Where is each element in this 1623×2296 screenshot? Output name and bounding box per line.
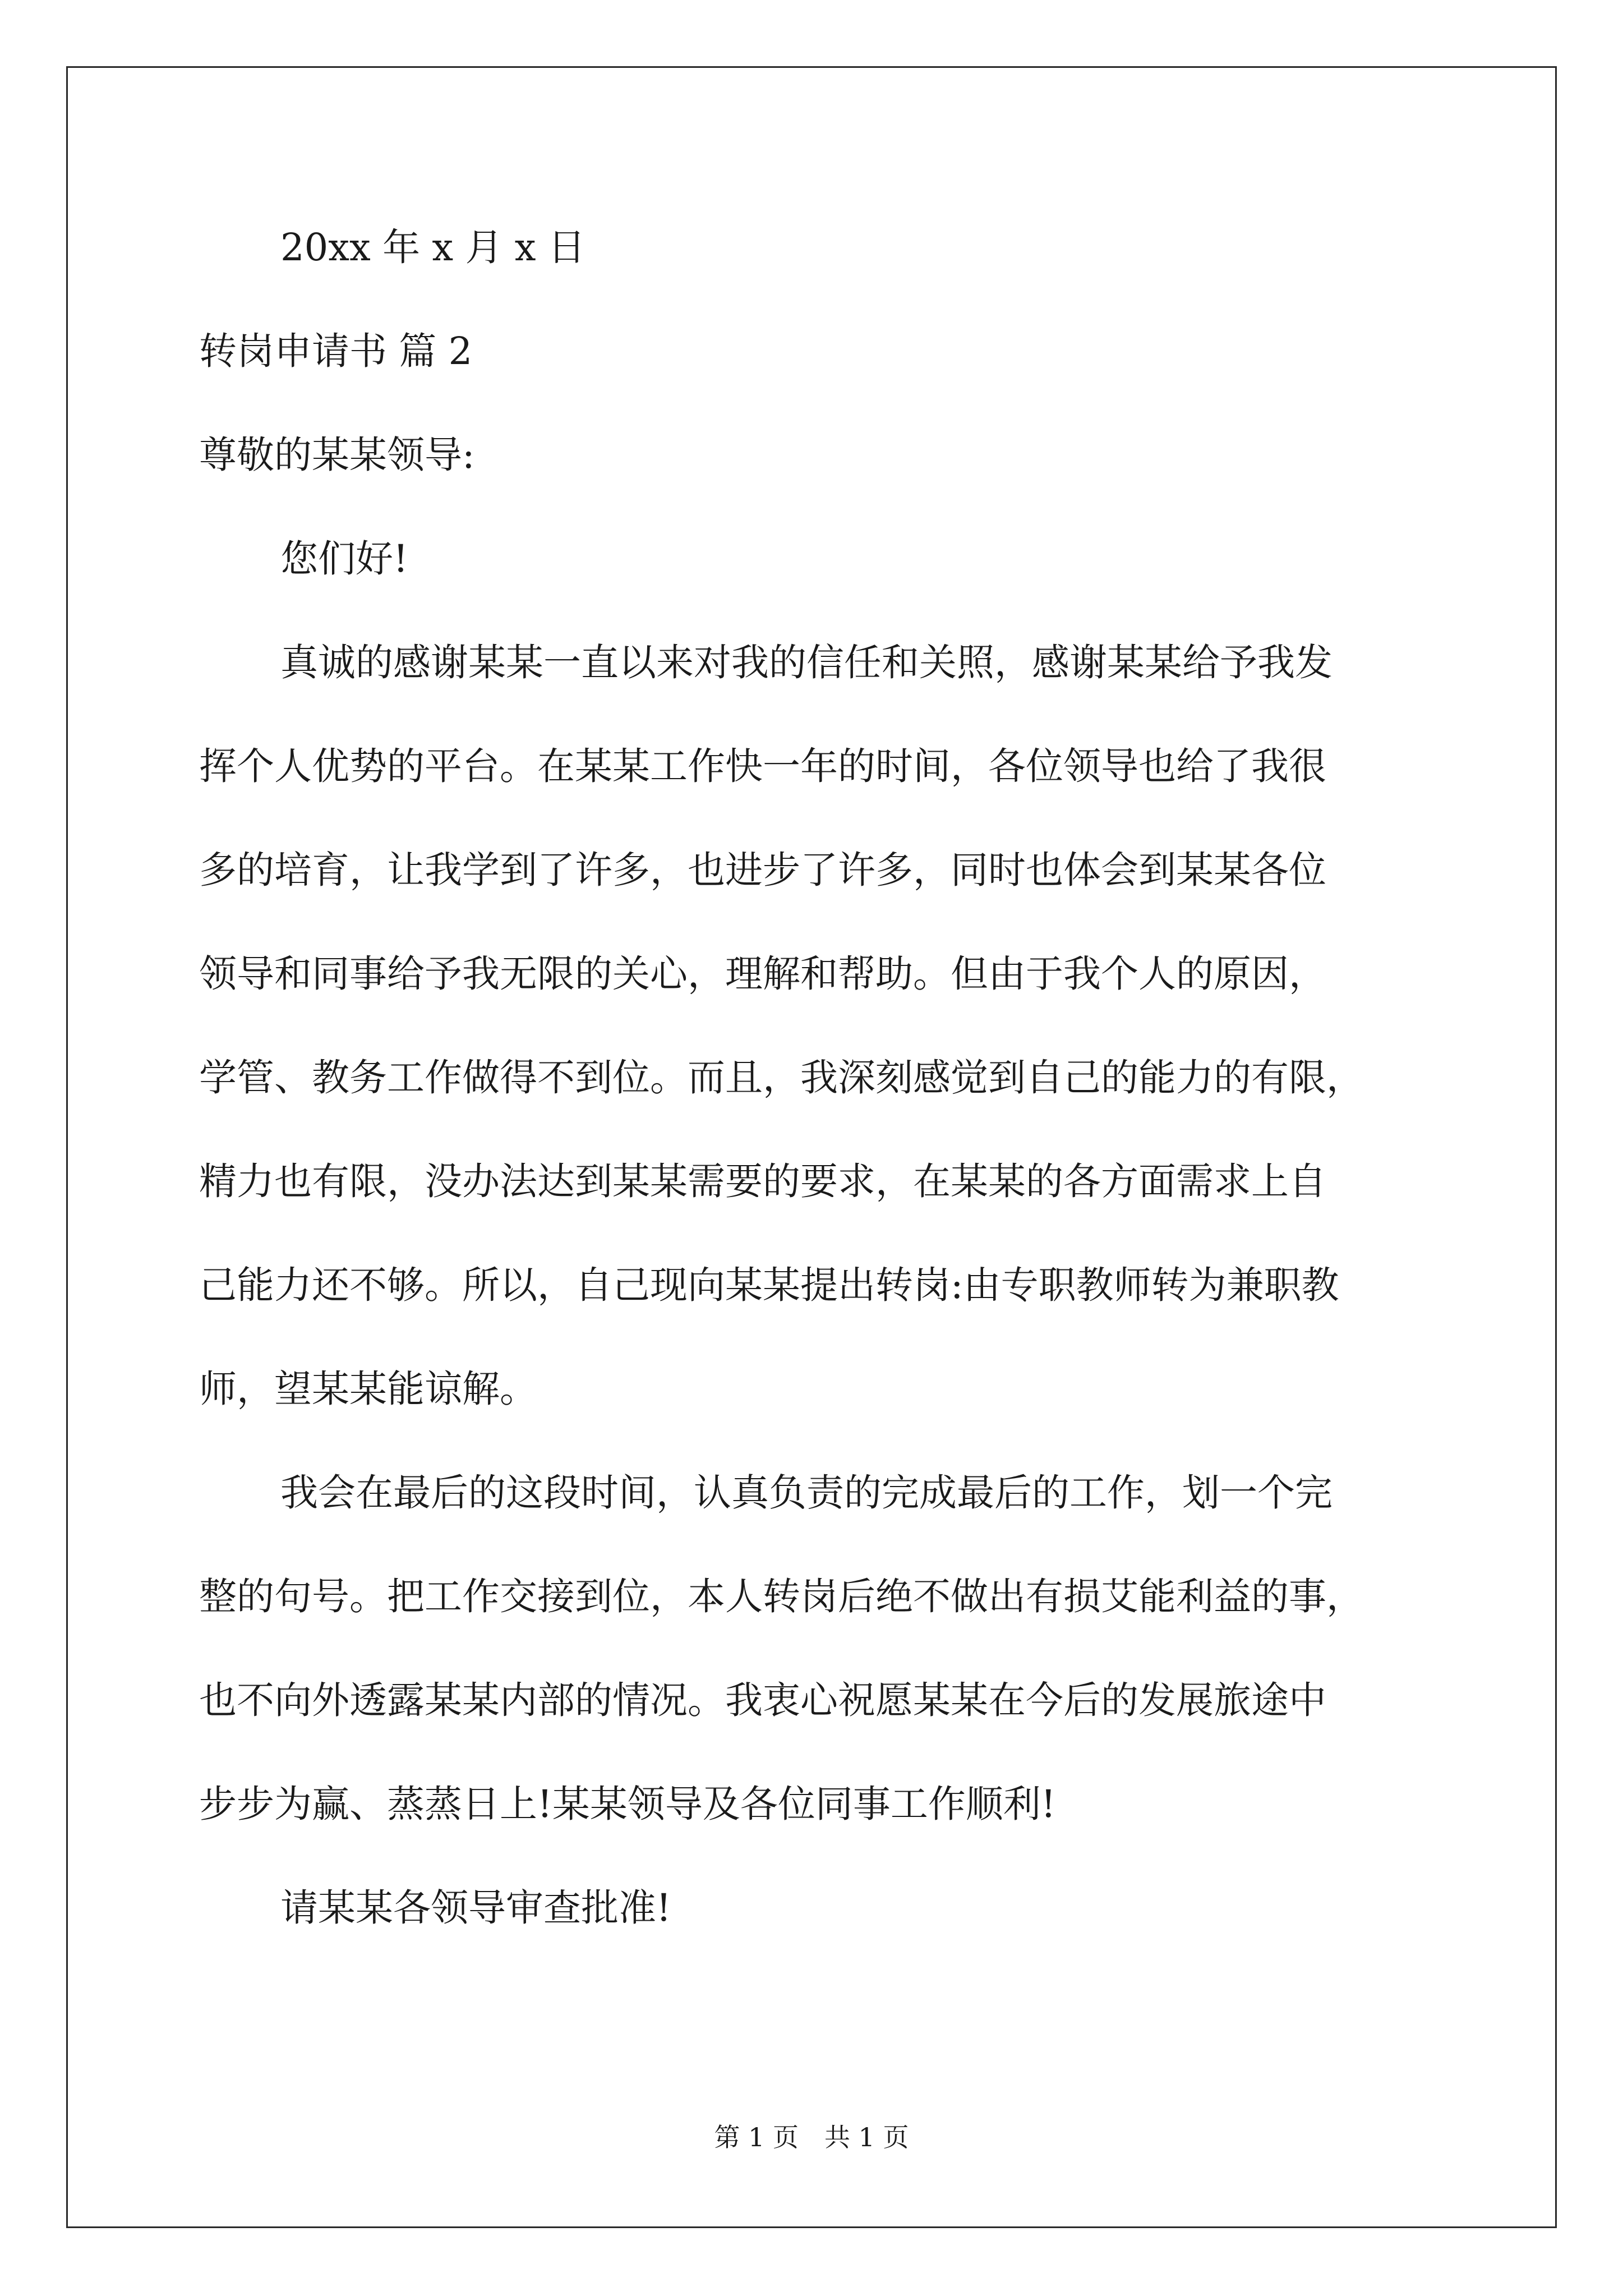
section-title: 转岗申请书 篇 2	[199, 329, 473, 373]
paragraph-line: 真诚的感谢某某一直以来对我的信任和关照，感谢某某给予我发	[280, 641, 1332, 684]
paragraph-line: 学管、教务工作做得不到位。而且，我深刻感觉到自己的能力的有限，	[199, 1056, 1364, 1099]
page-footer: 第 1 页 共 1 页	[714, 2122, 909, 2152]
paragraph-line: 己能力还不够。所以，自己现向某某提出转岗:由专职教师转为兼职教	[199, 1263, 1339, 1307]
paragraph-line: 挥个人优势的平台。在某某工作快一年的时间，各位领导也给了我很	[199, 744, 1326, 788]
paragraph-line: 师，望某某能谅解。	[199, 1367, 537, 1411]
paragraph-line: 步步为赢、蒸蒸日上!某某领导及各位同事工作顺利!	[199, 1782, 1056, 1826]
paragraph-line: 我会在最后的这段时间，认真负责的完成最后的工作，划一个完	[280, 1471, 1332, 1515]
paragraph-line: 也不向外透露某某内部的情况。我衷心祝愿某某在今后的发展旅途中	[199, 1678, 1326, 1722]
paragraph-line: 整的句号。把工作交接到位，本人转岗后绝不做出有损艾能利益的事，	[199, 1575, 1364, 1618]
document-body	[199, 222, 1427, 1934]
paragraph-2	[199, 1467, 1427, 1830]
closing-line: 请某某各领导审查批准!	[280, 1886, 671, 1930]
salutation: 尊敬的某某领导:	[199, 433, 475, 477]
greeting: 您们好!	[280, 537, 408, 581]
paragraph-line: 领导和同事给予我无限的关心，理解和帮助。但由于我个人的原因，	[199, 952, 1326, 996]
paragraph-line: 多的培育，让我学到了许多，也进步了许多，同时也体会到某某各位	[199, 848, 1326, 892]
paragraph-1	[199, 637, 1427, 1415]
date-line: 20xx 年 x 月 x 日	[280, 226, 585, 269]
paragraph-line: 精力也有限，没办法达到某某需要的要求，在某某的各方面需求上自	[199, 1159, 1326, 1203]
